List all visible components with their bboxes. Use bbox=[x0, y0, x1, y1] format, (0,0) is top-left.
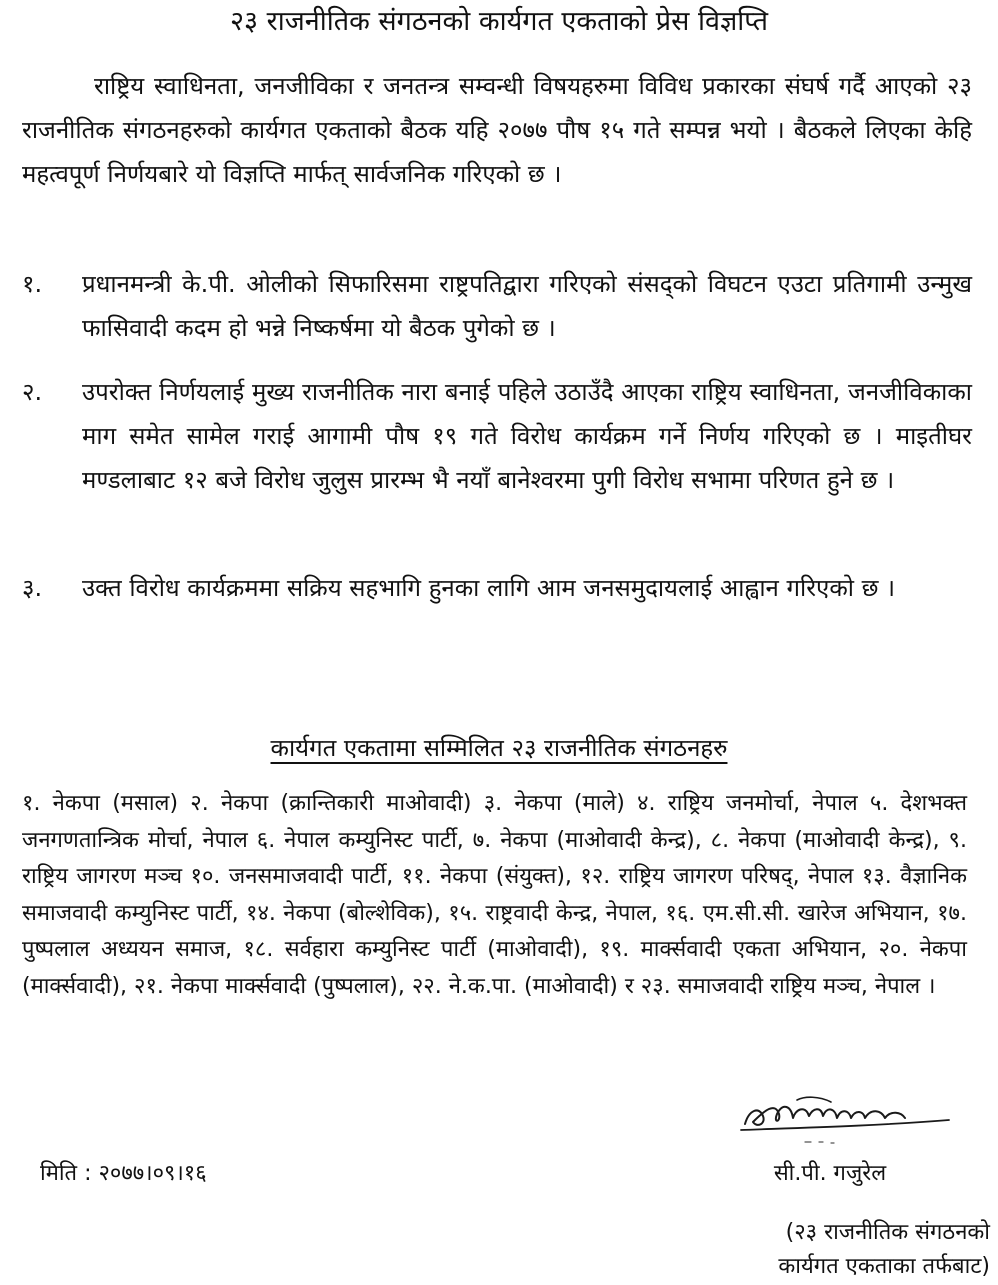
organizations-list: १. नेकपा (मसाल) २. नेकपा (क्रान्तिकारी माओवादी) ३. नेकपा (माले) ४. राष्ट्रिय जनमोर्चा, नेपाल ५. देशभक्त जनगणतान्त्रिक मोर्चा, नेपाल ६. नेपाल कम्युनिस्ट पार्टी, ७. नेकपा (माओवादी केन्द्र), ८. नेकपा (माओवादी केन्द्र), ९. राष्ट्रिय जागरण मञ्च १०. जनसमाजवादी पार्टी, ११. नेकपा (संयुक्त), १२. राष्ट्रिय जागरण परिषद्, नेपाल १३. वैज्ञानिक समाजवादी कम्युनिस्ट पार्टी, १४. नेकपा (बोल्शेविक), १५. राष्ट्रवादी केन्द्र, नेपाल, १६. एम.सी.सी. खारेज अभियान, १७. पुष्पलाल अध्ययन समाज, १८. सर्वहारा कम्युनिस्ट पार्टी (माओवादी), १९. मार्क्सवादी एकता अभियान, २०. नेकपा (मार्क्सवादी), २१. नेकपा मार्क्सवादी (पुष्पलाल), २२. ने.क.पा. (माओवादी) र २३. समाजवादी राष्ट्रिय मञ्च, नेपाल । bbox=[22, 791, 967, 999]
affiliation-line-1: (२३ राजनीतिक संगठनको bbox=[785, 1220, 990, 1245]
point-text: उक्त विरोध कार्यक्रममा सक्रिय सहभागि हुनका लागि आम जनसमुदायलाई आह्वान गरिएको छ । bbox=[82, 574, 896, 602]
intro-paragraph: राष्ट्रिय स्वाधिनता, जनजीविका र जनतन्त्र सम्वन्धी विषयहरुमा विविध प्रकारका संघर्ष गर्दै आएको २३ राजनीतिक संगठनहरुको कार्यगत एकताको बैठक यहि २०७७ पौष १५ गते सम्पन्न भयो । बैठकले लिएका केहि महत्वपूर्ण निर्णयबारे यो विज्ञप्ति मार्फत् सार्वजनिक गरिएको छ । bbox=[22, 72, 972, 188]
organizations-heading bbox=[0, 730, 998, 766]
handwritten-signature bbox=[735, 1080, 955, 1150]
affiliation-line-2: कार्यगत एकताका तर्फबाट) bbox=[778, 1254, 990, 1279]
document-title: २३ राजनीतिक संगठनको कार्यगत एकताको प्रेस विज्ञप्ति bbox=[230, 6, 768, 37]
point-number: ३. bbox=[22, 574, 43, 602]
date-line: मिति : २०७७।०९।१६ bbox=[40, 1161, 207, 1186]
signer-name: सी.पी. गजुरेल bbox=[773, 1161, 887, 1186]
organizations-heading-text: कार्यगत एकतामा सम्मिलित २३ राजनीतिक संगठनहरु bbox=[270, 734, 728, 762]
point-text: उपरोक्त निर्णयलाई मुख्य राजनीतिक नारा बनाई पहिले उठाउँदै आएका राष्ट्रिय स्वाधिनता, जनजीविकाका माग समेत सामेल गराई आगामी पौष १९ गते विरोध कार्यक्रम गर्ने निर्णय गरिएको छ । माइतीघर मण्डलाबाट १२ बजे विरोध जुलुस प्रारम्भ भै नयाँ बानेश्वरमा पुगी विरोध सभामा परिणत हुने छ । bbox=[82, 378, 972, 494]
point-number: १. bbox=[22, 270, 43, 298]
signer-affiliation bbox=[690, 1216, 990, 1284]
point-text: प्रधानमन्त्री के.पी. ओलीको सिफारिसमा राष्ट्रपतिद्वारा गरिएको संसद्को विघटन एउटा प्रतिगामी उन्मुख फासिवादी कदम हो भन्ने निष्कर्षमा यो बैठक पुगेको छ । bbox=[82, 270, 972, 342]
point-number: २. bbox=[22, 378, 43, 406]
